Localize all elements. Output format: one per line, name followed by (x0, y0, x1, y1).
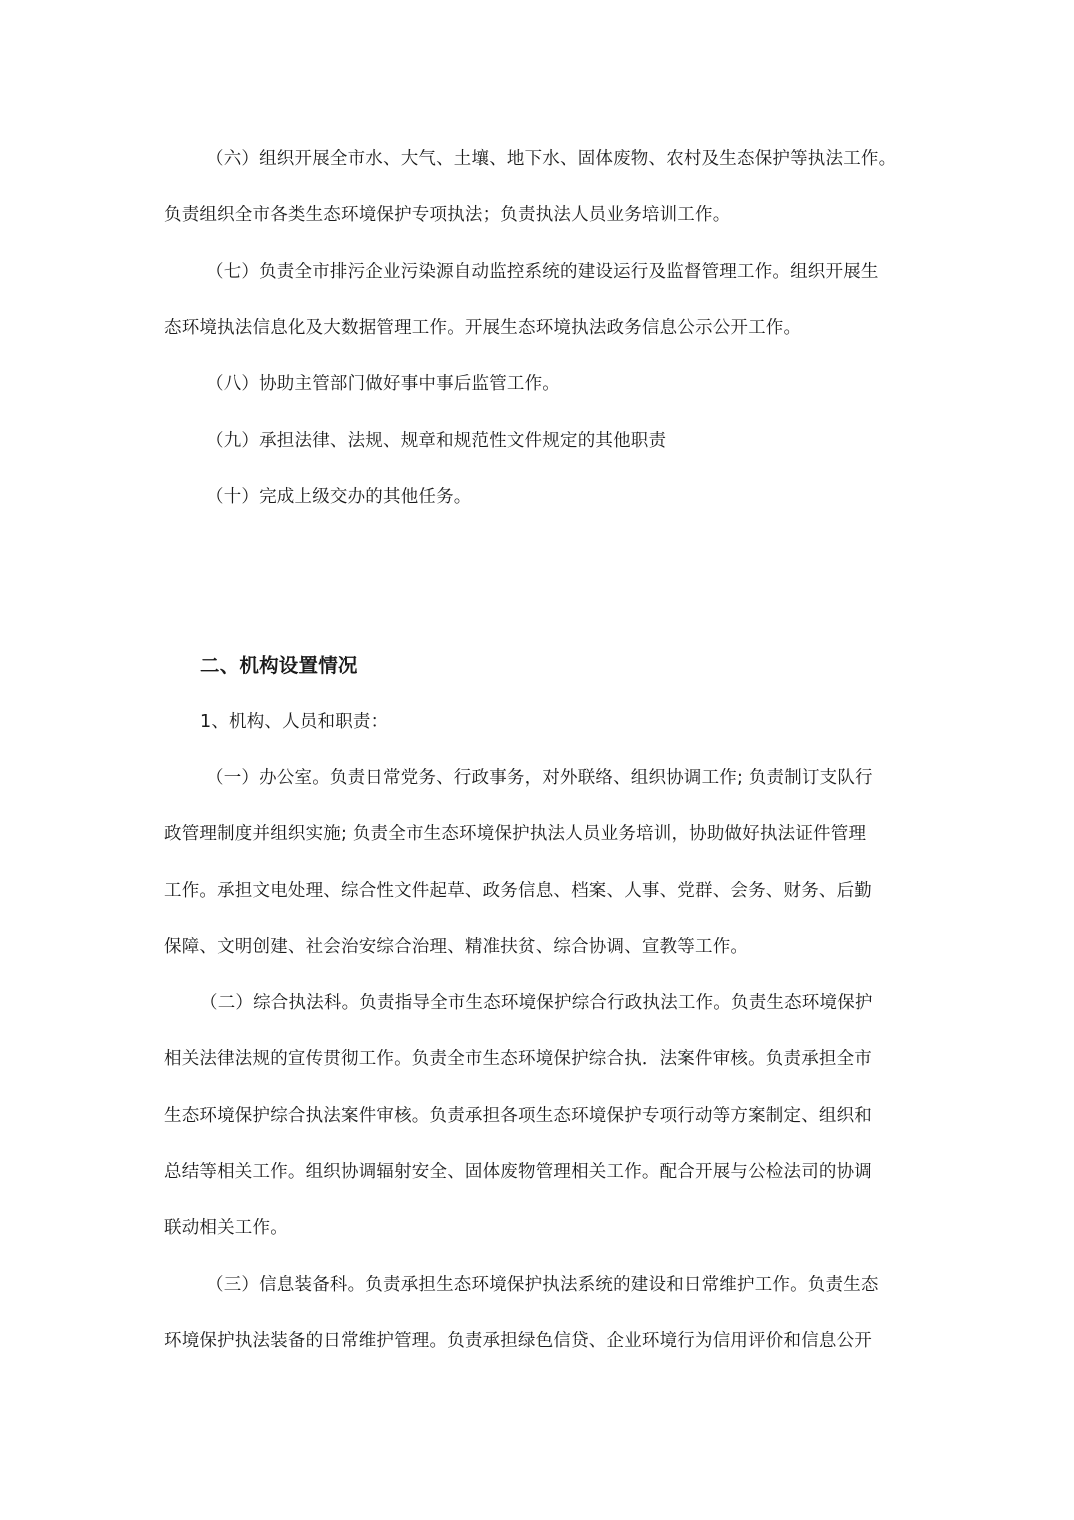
item-6-line-1: （六）组织开展全市水、大气、土壤、地下水、固体废物、农村及生态保护等执法工作。 (206, 149, 897, 169)
enforcement-line-2: 相关法律法规的宣传贯彻工作。负责全市生态环境保护综合执．法案件审核。负责承担全市 (164, 1049, 872, 1069)
item-7-line-1: （七）负责全市排污企业污染源自动监控系统的建设运行及监督管理工作。组织开展生 (206, 262, 879, 282)
item-10: （十）完成上级交办的其他任务。 (206, 487, 472, 507)
enforcement-line-4: 总结等相关工作。组织协调辐射安全、固体废物管理相关工作。配合开展与公检法司的协调 (164, 1162, 872, 1182)
office-line-4: 保障、文明创建、社会治安综合治理、精准扶贫、综合协调、宣教等工作。 (164, 937, 749, 957)
item-6-line-2: 负责组织全市各类生态环境保护专项执法；负责执法人员业务培训工作。 (164, 205, 731, 225)
info-line-2: 环境保护执法装备的日常维护管理。负责承担绿色信贷、企业环境行为信用评价和信息公开 (164, 1331, 872, 1351)
item-8: （八）协助主管部门做好事中事后监管工作。 (206, 374, 560, 394)
enforcement-line-1: （二）综合执法科。负责指导全市生态环境保护综合行政执法工作。负责生态环境保护 (200, 993, 873, 1013)
item-9: （九）承担法律、法规、规章和规范性文件规定的其他职责 (206, 431, 667, 451)
section-subheading: 1、机构、人员和职责： (200, 712, 389, 732)
item-7-line-2: 态环境执法信息化及大数据管理工作。开展生态环境执法政务信息公示公开工作。 (164, 318, 802, 338)
section-heading: 二、机构设置情况 (200, 654, 358, 677)
enforcement-line-5: 联动相关工作。 (164, 1218, 288, 1238)
office-line-3: 工作。承担文电处理、综合性文件起草、政务信息、档案、人事、党群、会务、财务、后勤 (164, 881, 872, 901)
office-line-1: （一）办公室。负责日常党务、行政事务，对外联络、组织协调工作; 负责制订支队行 (206, 768, 873, 788)
info-line-1: （三）信息装备科。负责承担生态环境保护执法系统的建设和日常维护工作。负责生态 (206, 1275, 879, 1295)
enforcement-line-3: 生态环境保护综合执法案件审核。负责承担各项生态环境保护专项行动等方案制定、组织和 (164, 1106, 872, 1126)
office-line-2: 政管理制度并组织实施; 负责全市生态环境保护执法人员业务培训，协助做好执法证件管理 (164, 824, 867, 844)
